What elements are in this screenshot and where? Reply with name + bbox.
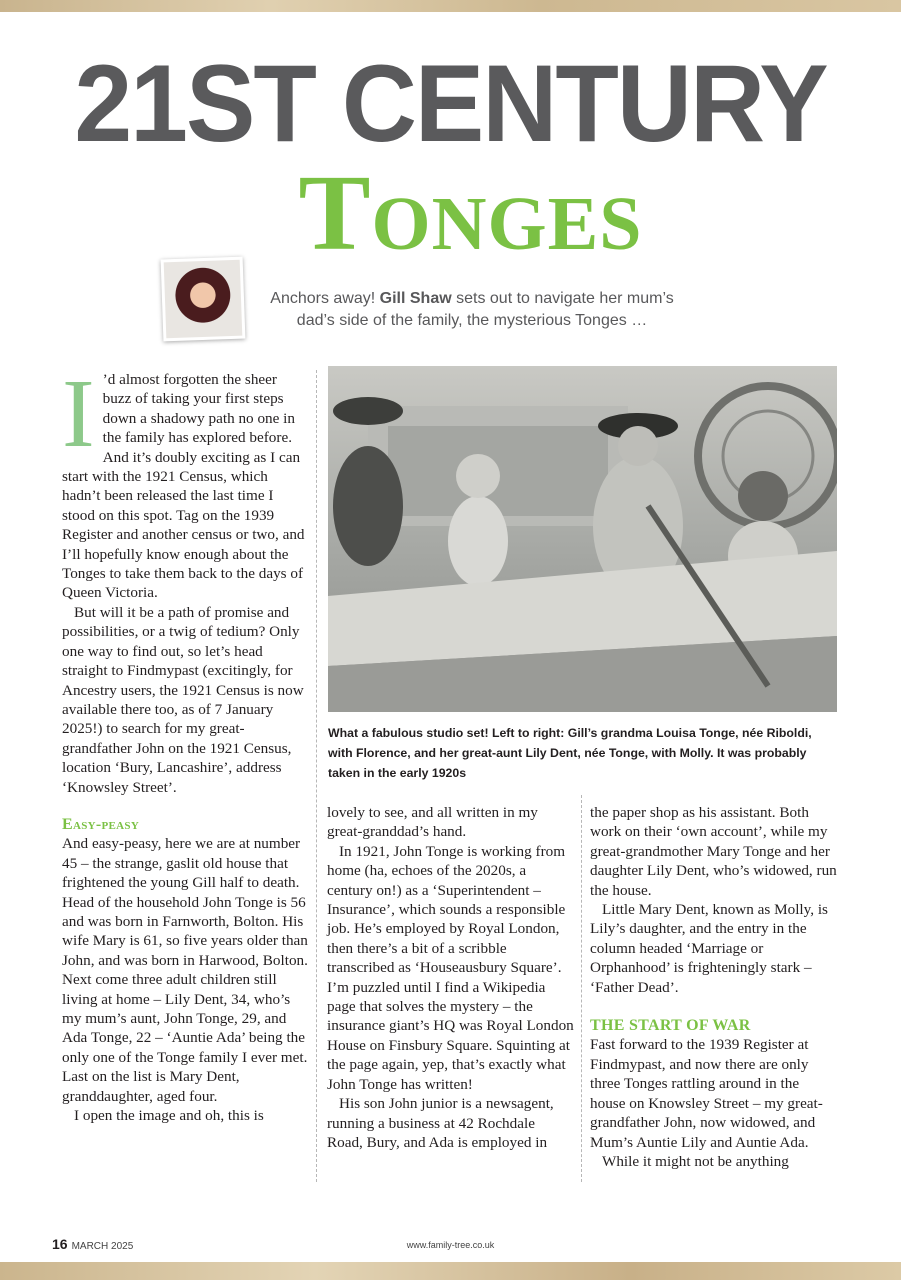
headline-line2: Tonges — [298, 154, 643, 273]
paragraph: His son John junior is a newsagent, running a business at 42 Rochdale Road, Bury, and Ada is employed in — [327, 1095, 554, 1151]
paragraph: ’d almost forgotten the sheer buzz of taking your first steps down a shadowy path no one in the family has explored before. And it’s doubly exciting as I can start with the 1921 Census, which hadn’t been released the last time I stood on this spot. Tag on the 1939 Register and another census or two, and I’ll hopefully know enough about the Tonges to take them back to the days of Queen Victoria. — [62, 371, 305, 602]
paragraph: Fast forward to the 1939 Register at Findmypast, and now there are only three Tonges rattling around in the house on Knowsley Street – my great-grandfather John, now widowed, and Mum’s Auntie Lily and Auntie Ada. — [590, 1036, 823, 1151]
photo-illustration — [328, 366, 837, 712]
page-edge-bottom — [0, 1262, 901, 1280]
page-edge-top — [0, 0, 901, 12]
photo-caption: What a fabulous studio set! Left to right: Gill’s grandma Louisa Tonge, née Riboldi, with Florence, and her great-aunt Lily Dent, née Tonge, with Molly. It was probably taken in the early 1920s — [328, 726, 812, 780]
column-divider — [581, 795, 582, 1182]
paragraph: In 1921, John Tonge is working from home (ha, echoes of the 2020s, a century on!) as a ‘Superintendent – Insurance’, which sounds a responsible job. He’s employed by Royal London, then there’s a bit of a scribble transcribed as ‘Houseausbury Square’. I’m puzzled until I find a Wikipedia page that solves the mystery – the insurance giant’s HQ was Royal London House on Finsbury Square. Squinting at the page again, yep, that’s exactly what John Tonge has written! — [327, 842, 574, 1093]
column-divider — [316, 370, 317, 1182]
column-2 — [327, 803, 574, 1152]
paragraph: the paper shop as his assistant. Both work on their ‘own account’, while my great-grandmother Mary Tonge and her daughter Lily Dent, who’s widowed, run the house. — [590, 804, 837, 899]
issue-date: MARCH 2025 — [71, 1241, 134, 1252]
paragraph: Little Mary Dent, known as Molly, is Lily’s daughter, and the entry in the column headed ‘Marriage or Orphanhood’ is frighteningly stark – ‘Father Dead’. — [590, 901, 828, 996]
column-3 — [590, 803, 837, 1171]
standfirst-text: Anchors away! — [270, 290, 380, 307]
paragraph: I open the image and oh, this is — [74, 1107, 264, 1125]
paragraph: And easy-peasy, here we are at number 45 – the strange, gaslit old house that frightened the young Gill half to death. Head of the household John Tonge is 56 and was born in Farnworth, Bolton. His wife Mary is 61, so five years older than John, and was born in Harwood, Bolton. Next come three adult children still living at home – Lily Dent, 34, who’s my mum’s aunt, John Tonge, 29, and Ada Tonge, 22 – ‘Auntie Ada’ being the only one of the Tonge family I ever met. Last on the list is Mary Dent, granddaughter, aged four. — [62, 835, 308, 1105]
historic-photo — [328, 366, 837, 712]
author-photo — [161, 257, 246, 342]
column-1 — [62, 360, 309, 1125]
subheading: Easy-peasy — [62, 815, 140, 833]
paragraph: While it might not be anything — [602, 1152, 789, 1170]
drop-cap: I — [62, 360, 95, 468]
page-number: 16 — [52, 1236, 68, 1252]
headline-line1: 21ST CENTURY — [74, 43, 827, 165]
paragraph: But will it be a path of promise and possibilities, or a twig of tedium? Only one way to find out, so let’s head straight to Findmypast (excitingly, for Ancestry users, the 1921 Census is now available there too, as of 7 January 2025!) to search for my great-grandfather John on the 1921 Census, location ‘Bury, Lancashire’, address ‘Knowsley Street’. — [62, 603, 304, 796]
standfirst-text: sets out to navigate her mum’s dad’s side of the family, the mysterious Tonges … — [296, 290, 674, 329]
subheading: THE START OF WAR — [590, 1017, 751, 1035]
website-url: www.family-tree.co.uk — [406, 1240, 495, 1250]
paragraph: lovely to see, and all written in my great-granddad’s hand. — [327, 804, 538, 841]
standfirst — [262, 288, 682, 332]
author-name: Gill Shaw — [379, 290, 452, 307]
